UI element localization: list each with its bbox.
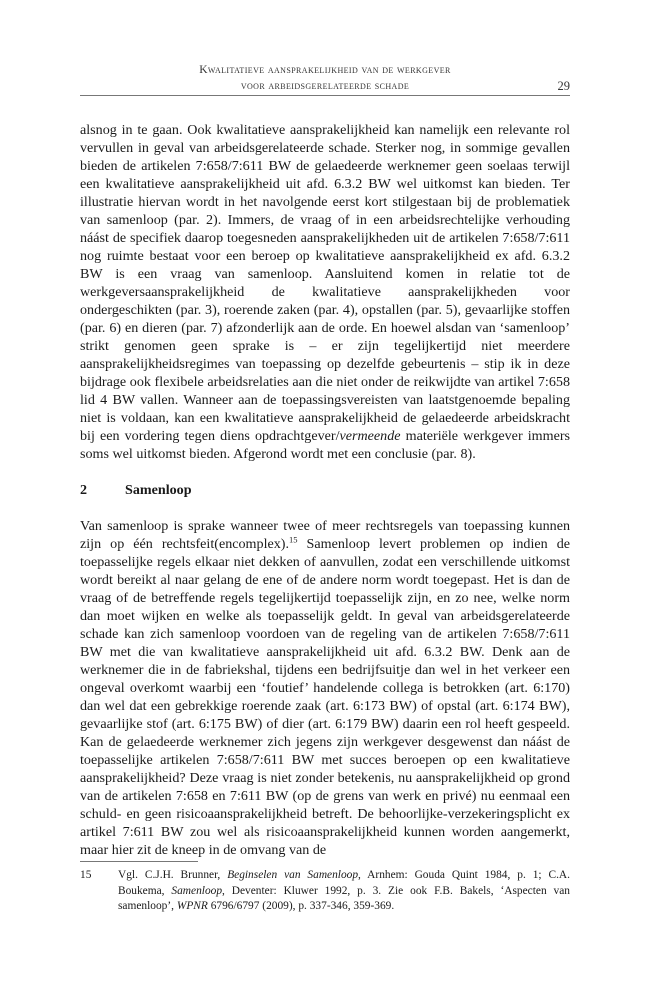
- body-text: [80, 121, 570, 859]
- samenloop-text-a: Van samenloop is sprake wanneer twee of meer rechtsregels van toepassing kunnen zijn op één rechtsfeit(encomplex).: [80, 518, 570, 552]
- section-number: 2: [80, 482, 88, 498]
- footnote: [80, 868, 570, 915]
- header-rule: [80, 95, 570, 96]
- intro-italic-term: vermeende: [339, 428, 401, 444]
- intro-paragraph: [80, 121, 570, 463]
- section-heading: [80, 481, 570, 499]
- footnote-text-part: 6796/6797 (2009), p. 337-346, 359-369.: [207, 900, 395, 912]
- intro-text-b: materiële werkgever immers soms wel uitkomst bieden. Afgerond wordt met een conclusie (par. 8).: [80, 428, 570, 462]
- running-head-line-2: voor arbeidsgerelateerde schade: [240, 80, 410, 92]
- footnote-text-part: Vgl. C.J.H. Brunner,: [118, 869, 228, 881]
- footnote-reference[interactable]: 15: [289, 534, 298, 545]
- footnote-number: 15: [80, 869, 92, 881]
- intro-text-a: alsnog in te gaan. Ook kwalitatieve aansprakelijkheid kan namelijk een relevante rol vervullen in geval van arbeidsgerelateerde schade. Sterker nog, in sommige gevallen bieden de artikelen 7:658/7:611 BW de gelaedeerde werknemer geen soelaas terwijl een kwalitatieve aansprakelijkheid uit afd. 6.3.2 BW wel uitkomst kan bieden. Ter illustratie hiervan wordt in het navolgende eerst kort stilgestaan bij de problematiek van samenloop (par. 2). Immers, de vraag of in een arbeidsrechtelijke verhouding náást de specifiek daarop toegesneden aansprakelijkheden uit de artikelen 7:658/7:611 nog ruimte bestaat voor een beroep op kwalitatieve aansprakelijkheid ex afd. 6.3.2 BW is een vraag van samenloop. Aansluitend komen in relatie tot de werkgeversaansprakelijkheid de kwalitatieve aansprakelijkheden voor ondergeschikten (par. 3), roerende zaken (par. 4), opstallen (par. 5), gevaarlijke stoffen (par. 6) en dieren (par. 7) afzonderlijk aan de orde. En hoewel alsdan van ‘samenloop’ strikt genomen geen sprake is – er zijn tegelijkertijd niet meerdere aansprakelijkheidsregimes van toepassing op dezelfde gebeurtenis – stip ik in deze bijdrage ook flexibele arbeidsrelaties aan die niet onder de reikwijdte van artikel 7:658 lid 4 BW vallen. Wanneer aan de toepassingsvereisten van laatstgenoemde bepaling niet is voldaan, kan een kwalitatieve aansprakelijkheid de gelaedeerde arbeidskracht bij een vordering tegen diens opdrachtgever/: [80, 122, 570, 444]
- footnote-text-part: , Arnhem: Gouda Quint 1984, p. 1; C.A. Boukema,: [118, 869, 570, 897]
- spacer: [80, 499, 570, 517]
- footnote-title-brunner: Beginselen van Samenloop: [227, 869, 359, 881]
- page-number: 29: [557, 79, 570, 93]
- footnote-title-boukema: Samenloop: [171, 884, 223, 897]
- footnote-journal-wpnr: WPNR: [176, 900, 208, 912]
- footnote-text-part: , Deventer: Kluwer 1992, p. 3. Zie ook F.B. Bakels, ‘Aspecten van samenloop’,: [118, 884, 570, 912]
- samenloop-text-b: Samenloop levert problemen op indien de toepasselijke regels elkaar niet dekken of aanvullen, zodat een verschillende uitkomst wordt bereikt al naar gelang de ene of de andere norm wordt toegepast. Het is dan de vraag of de betreffende regels tegelijkertijd toepasselijk zijn, en zo nee, welke norm dan moet wijken en welke als toepasselijk geldt. In geval van arbeidsgerelateerde schade kan zich samenloop voordoen van de regeling van de artikelen 7:658/7:611 BW met die van kwalitatieve aansprakelijkheid uit afd. 6.3.2 BW. Denk aan de werknemer die in de fabriekshal, tijdens een bedrijfsuitje dan wel in het verkeer een ongeval overkomt waarbij een ‘foutief’ handelende collega is betrokken (art. 6:170) dan wel dat een gebrekkige roerende zaak (art. 6:173 BW) of opstal (art. 6:174 BW), gevaarlijke stof (art. 6:175 BW) of dier (art. 6:179 BW) daarin een rol heeft gespeeld. Kan de gelaedeerde werknemer zich jegens zijn werkgever desgewenst dan náást de toepasselijke artikelen 7:658/7:611 BW met succes beroepen op een kwalitatieve aansprakelijkheid? Deze vraag is niet zonder betekenis, nu aansprakelijkheid op grond van de artikelen 7:658 en 7:611 BW (op de grens van werk en privé) nu eenmaal een schuld- en geen risicoaansprakelijkheid betreft. De behoorlijke-verzekeringsplicht ex artikel 7:611 BW zou wel als risicoaansprakelijkheid kunnen worden aangemerkt, maar hier zit de kneep in de omvang van de: [80, 536, 570, 858]
- running-head: [80, 62, 570, 94]
- footnote-text: [118, 868, 570, 915]
- samenloop-paragraph: [80, 517, 570, 859]
- running-head-line-1: Kwalitatieve aansprakelijkheid van de werkgever: [199, 64, 451, 76]
- spacer: [80, 463, 570, 481]
- footnote-rule: [80, 861, 198, 862]
- section-title: Samenloop: [125, 482, 192, 498]
